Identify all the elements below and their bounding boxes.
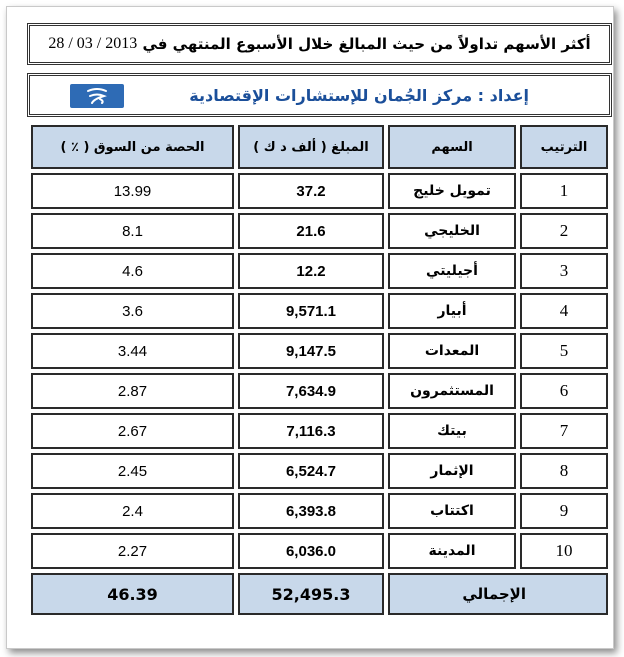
header-rank: الترتيب [520, 125, 608, 169]
amount-cell: 37.2 [238, 173, 384, 209]
share-cell: 2.45 [31, 453, 234, 489]
rank-cell: 6 [520, 373, 608, 409]
table-row [31, 413, 608, 449]
total-row [31, 573, 608, 615]
prepared-by-name: مركز الجُمان للإستشارات الإقتصادية [189, 85, 473, 105]
amount-cell: 6,393.8 [238, 493, 384, 529]
total-label: الإجمالي [388, 573, 608, 615]
top-traded-table [27, 121, 612, 619]
stock-cell: بيتك [388, 413, 516, 449]
rank-cell: 1 [520, 173, 608, 209]
title-date: 28 / 03 / 2013 [48, 35, 138, 52]
title-text: أكثر الأسهم تداولاً من حيث المبالغ خلال الأسبوع المنتهي في [142, 35, 591, 53]
rank-cell: 2 [520, 213, 608, 249]
rank-cell: 3 [520, 253, 608, 289]
table-row [31, 493, 608, 529]
header-stock: السهم [388, 125, 516, 169]
stock-cell: المعدات [388, 333, 516, 369]
share-cell: 13.99 [31, 173, 234, 209]
rank-cell: 4 [520, 293, 608, 329]
stock-cell: اكتتاب [388, 493, 516, 529]
stock-cell: المدينة [388, 533, 516, 569]
amount-cell: 7,116.3 [238, 413, 384, 449]
share-cell: 3.44 [31, 333, 234, 369]
table-header-row [31, 125, 608, 169]
stock-cell: أجيليتي [388, 253, 516, 289]
table-row [31, 373, 608, 409]
rank-cell: 9 [520, 493, 608, 529]
amount-cell: 9,147.5 [238, 333, 384, 369]
amount-cell: 12.2 [238, 253, 384, 289]
stock-cell: المستثمرون [388, 373, 516, 409]
table-row [31, 253, 608, 289]
share-cell: 2.67 [31, 413, 234, 449]
amount-cell: 7,634.9 [238, 373, 384, 409]
share-cell: 2.4 [31, 493, 234, 529]
table-row [31, 293, 608, 329]
stock-cell: تمويل خليج [388, 173, 516, 209]
total-amount: 52,495.3 [238, 573, 384, 615]
stock-cell: الخليجي [388, 213, 516, 249]
share-cell: 2.27 [31, 533, 234, 569]
stock-cell: الإثمار [388, 453, 516, 489]
table-row [31, 173, 608, 209]
share-cell: 4.6 [31, 253, 234, 289]
share-cell: 3.6 [31, 293, 234, 329]
rank-cell: 5 [520, 333, 608, 369]
prepared-by-label: إعداد [489, 85, 529, 105]
prepared-by-banner: إعداد : مركز الجُمان للإستشارات الإقتصادية [27, 73, 612, 117]
amount-cell: 9,571.1 [238, 293, 384, 329]
table-row [31, 333, 608, 369]
table-row [31, 453, 608, 489]
rank-cell: 8 [520, 453, 608, 489]
report-frame [6, 6, 614, 649]
stock-cell: أبيار [388, 293, 516, 329]
header-amount: المبلغ ( ألف د ك ) [238, 125, 384, 169]
share-cell: 2.87 [31, 373, 234, 409]
table-row [31, 213, 608, 249]
total-share: 46.39 [31, 573, 234, 615]
amount-cell: 6,524.7 [238, 453, 384, 489]
amount-cell: 6,036.0 [238, 533, 384, 569]
report-title [27, 23, 612, 65]
rank-cell: 10 [520, 533, 608, 569]
header-share: الحصة من السوق ( ٪ ) [31, 125, 234, 169]
share-cell: 8.1 [31, 213, 234, 249]
amount-cell: 21.6 [238, 213, 384, 249]
rank-cell: 7 [520, 413, 608, 449]
aljuman-logo-icon [70, 84, 124, 108]
table-row [31, 533, 608, 569]
